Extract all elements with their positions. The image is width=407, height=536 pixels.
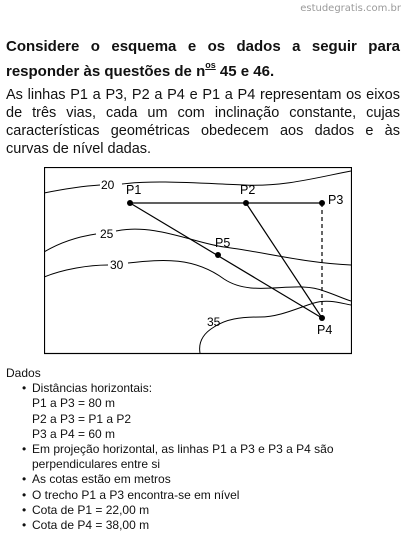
data-subitem: P3 a P4 = 60 m [32,426,116,441]
data-item-text: Em projeção horizontal, as linhas P1 a P3 e P3 a P4 são perpendiculares entre si [32,442,334,472]
data-item [22,503,402,518]
data-subitem: P1 a P3 = 80 m [32,396,116,411]
heading-text: Considere o esquema e os dados a seguir para responder às questões de n [6,38,400,80]
question-heading [6,36,400,82]
data-item [22,488,402,503]
contour-label-20: 20 [101,178,115,192]
label-p3: P3 [328,193,344,207]
label-p2: P2 [240,183,256,197]
label-p1: P1 [126,183,142,197]
data-subitem: P2 a P3 = P1 a P2 [32,411,132,426]
data-title: Dados [6,366,41,380]
watermark: estudegratis.com.br [300,3,401,14]
data-item-text: O trecho P1 a P3 encontra-se em nível [32,487,240,502]
point-p1 [127,200,133,206]
contour-label-35: 35 [207,315,221,329]
data-item-text: Distâncias horizontais: [32,381,153,396]
intro-paragraph: As linhas P1 a P3, P2 a P4 e P1 a P4 representam os eixos de três vias, cada um com inclinação constante, cujas características geométricas obedecem aos dados e às curvas de nível dadas. [6,87,400,157]
data-item [22,472,402,487]
point-p4 [319,315,325,321]
data-item [22,442,402,472]
label-p4: P4 [317,323,333,337]
data-item-text: Cota de P1 = 22,00 m [32,502,150,517]
contour-diagram [44,167,352,355]
heading-superscript: os [205,60,216,70]
heading-text-end: 45 e 46. [215,63,275,80]
data-item-text: As cotas estão em metros [32,472,171,487]
data-list [6,381,402,533]
contour-label-30: 30 [110,258,124,272]
data-section [6,366,402,533]
data-item [22,381,402,442]
data-item [22,518,402,533]
point-p3 [319,200,325,206]
data-item-text: Cota de P4 = 38,00 m [32,518,150,533]
point-p2 [243,200,249,206]
point-p5 [215,252,221,258]
label-p5: P5 [215,236,231,250]
contour-label-25: 25 [100,227,114,241]
